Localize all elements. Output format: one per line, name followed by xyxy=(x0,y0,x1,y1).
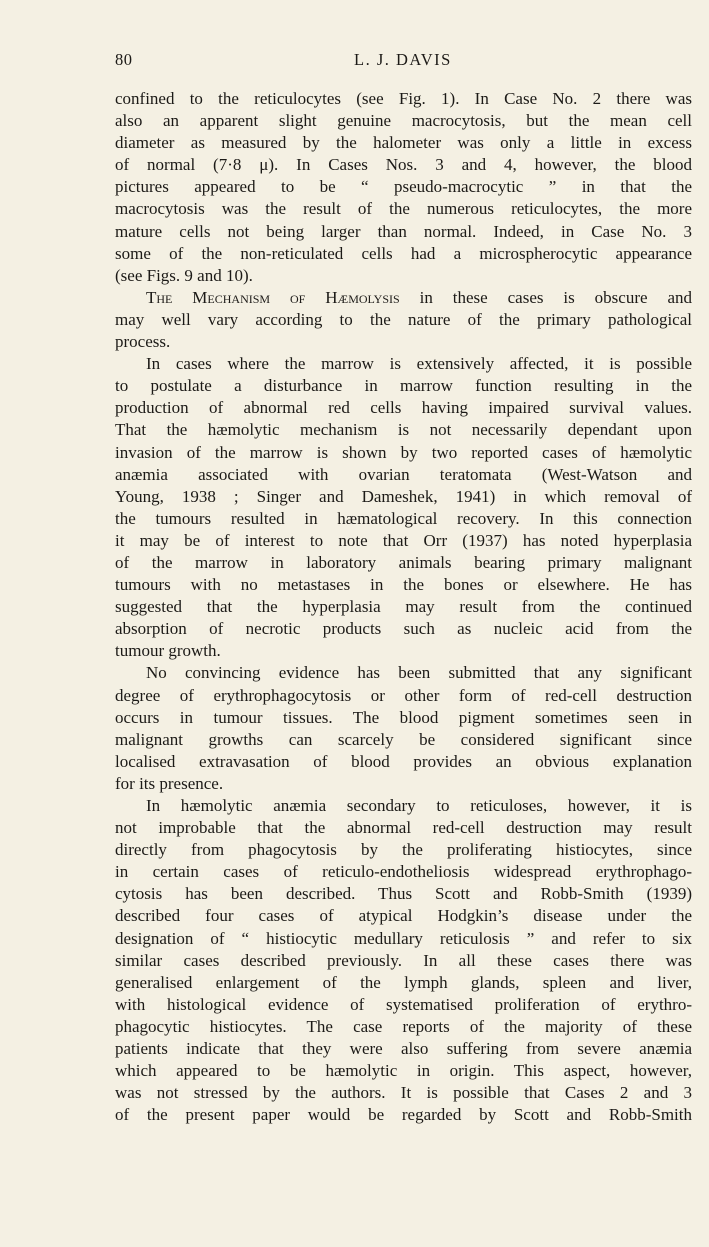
page-header xyxy=(115,50,692,72)
section-lead-in: The Mechanism of Hæmolysis xyxy=(146,287,420,307)
line-text: in certain cases of reticulo-endotheliosis widespread erythrophago- xyxy=(115,862,692,882)
text-line xyxy=(115,353,692,375)
line-text: process. xyxy=(115,332,171,352)
text-line xyxy=(115,773,692,795)
line-text: suggested that the hyperplasia may result from the continued xyxy=(115,597,692,617)
text-line xyxy=(115,287,692,309)
text-line xyxy=(115,176,692,198)
line-text: invasion of the marrow is shown by two reported cases of hæmolytic xyxy=(115,442,692,462)
text-line xyxy=(115,729,692,751)
line-text: with histological evidence of systematised proliferation of erythro- xyxy=(115,994,692,1014)
line-text: tumour growth. xyxy=(115,641,221,661)
text-line xyxy=(115,950,692,972)
line-text: pictures appeared to be “ pseudo-macrocytic ” in that the xyxy=(115,177,692,197)
line-text: mature cells not being larger than normal. Indeed, in Case No. 3 xyxy=(115,221,692,241)
text-line xyxy=(115,1060,692,1082)
text-line xyxy=(115,508,692,530)
line-text: directly from phagocytosis by the proliferating histiocytes, since xyxy=(115,840,692,860)
line-text: That the hæmolytic mechanism is not necessarily dependant upon xyxy=(115,420,692,440)
text-line xyxy=(115,132,692,154)
line-text: No convincing evidence has been submitted that any significant xyxy=(146,663,692,683)
text-line xyxy=(115,1104,692,1126)
line-text: Young, 1938 ; Singer and Dameshek, 1941) in which removal of xyxy=(115,486,692,506)
line-text: the tumours resulted in hæmatological recovery. In this connection xyxy=(115,508,692,528)
text-line xyxy=(115,88,692,110)
text-line xyxy=(115,243,692,265)
line-text: occurs in tumour tissues. The blood pigment sometimes seen in xyxy=(115,707,692,727)
line-text: (see Figs. 9 and 10). xyxy=(115,265,253,285)
text-line xyxy=(115,751,692,773)
line-text: not improbable that the abnormal red-cell destruction may result xyxy=(115,818,692,838)
text-line xyxy=(115,419,692,441)
line-text: production of abnormal red cells having impaired survival values. xyxy=(115,398,692,418)
text-line xyxy=(115,574,692,596)
line-text: of normal (7·8 μ). In Cases Nos. 3 and 4, however, the blood xyxy=(115,155,692,175)
line-text: similar cases described previously. In all these cases there was xyxy=(115,950,692,970)
line-text: phagocytic histiocytes. The case reports of the majority of these xyxy=(115,1016,692,1036)
text-line xyxy=(115,331,692,353)
text-line xyxy=(115,905,692,927)
line-text: anæmia associated with ovarian teratomata (West-Watson and xyxy=(115,464,692,484)
text-line xyxy=(115,817,692,839)
text-line xyxy=(115,883,692,905)
text-line xyxy=(115,928,692,950)
text-line xyxy=(115,685,692,707)
line-text: of the marrow in laboratory animals bearing primary malignant xyxy=(115,552,692,572)
text-line xyxy=(115,265,692,287)
line-text: for its presence. xyxy=(115,773,224,793)
line-text: localised extravasation of blood provides an obvious explanation xyxy=(115,751,692,771)
text-line xyxy=(115,795,692,817)
line-text: In hæmolytic anæmia secondary to reticuloses, however, it is xyxy=(146,796,692,815)
text-line xyxy=(115,154,692,176)
line-text: malignant growths can scarcely be considered significant since xyxy=(115,729,692,749)
text-line xyxy=(115,375,692,397)
text-line xyxy=(115,640,692,662)
line-text: which appeared to be hæmolytic in origin. This aspect, however, xyxy=(115,1061,692,1081)
text-line xyxy=(115,1082,692,1104)
line-text: some of the non-reticulated cells had a microspherocytic appearance xyxy=(115,243,692,263)
page-number: 80 xyxy=(115,50,133,69)
text-line xyxy=(115,486,692,508)
text-line xyxy=(115,1016,692,1038)
line-text: macrocytosis was the result of the numerous reticulocytes, the more xyxy=(115,199,692,219)
line-text: patients indicate that they were also suffering from severe anæmia xyxy=(115,1039,692,1059)
line-text: degree of erythrophagocytosis or other form of red-cell destruction xyxy=(115,685,692,705)
line-text: described four cases of atypical Hodgkin’s disease under the xyxy=(115,906,692,926)
text-line xyxy=(115,1038,692,1060)
line-text: of the present paper would be regarded by Scott and Robb-Smith xyxy=(115,1105,692,1125)
text-line xyxy=(115,397,692,419)
line-text: generalised enlargement of the lymph glands, spleen and liver, xyxy=(115,972,692,992)
body-text xyxy=(115,88,692,1126)
line-text: tumours with no metastases in the bones or elsewhere. He has xyxy=(115,575,692,595)
line-text: designation of “ histiocytic medullary reticulosis ” and refer to six xyxy=(115,928,692,948)
text-line xyxy=(115,442,692,464)
text-line xyxy=(115,618,692,640)
text-line xyxy=(115,839,692,861)
text-line xyxy=(115,707,692,729)
text-line xyxy=(115,309,692,331)
line-text: confined to the reticulocytes (see Fig. 1). In Case No. 2 there was xyxy=(115,89,692,108)
text-line xyxy=(115,994,692,1016)
line-text: may well vary according to the nature of the primary pathological xyxy=(115,309,692,329)
line-text: it may be of interest to note that Orr (1937) has noted hyperplasia xyxy=(115,530,692,550)
text-line xyxy=(115,464,692,486)
text-line xyxy=(115,552,692,574)
text-line xyxy=(115,861,692,883)
line-text: was not stressed by the authors. It is possible that Cases 2 and 3 xyxy=(115,1083,692,1103)
line-text: in these cases is obscure and xyxy=(419,287,692,307)
line-text: also an apparent slight genuine macrocytosis, but the mean cell xyxy=(115,111,692,131)
line-text: absorption of necrotic products such as nucleic acid from the xyxy=(115,619,692,639)
line-text: diameter as measured by the halometer was only a little in excess xyxy=(115,133,692,153)
text-line xyxy=(115,972,692,994)
text-line xyxy=(115,662,692,684)
line-text: In cases where the marrow is extensively affected, it is possible xyxy=(146,354,692,374)
text-line xyxy=(115,530,692,552)
text-line xyxy=(115,110,692,132)
line-text: cytosis has been described. Thus Scott and Robb-Smith (1939) xyxy=(115,884,692,904)
running-head: L. J. DAVIS xyxy=(354,50,452,69)
line-text: to postulate a disturbance in marrow function resulting in the xyxy=(115,376,692,396)
text-line xyxy=(115,596,692,618)
text-line xyxy=(115,198,692,220)
text-line xyxy=(115,221,692,243)
